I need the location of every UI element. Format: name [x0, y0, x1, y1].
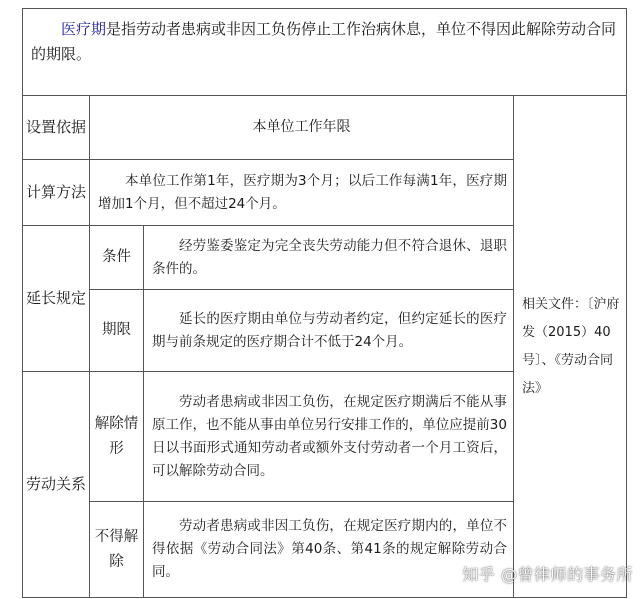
document [22, 8, 626, 588]
condition-text: 经劳鉴委鉴定为完全丧失劳动能力但不符合退休、退职条件的。 [144, 226, 514, 290]
no-terminate-label: 不得解除 [90, 502, 144, 598]
period-label: 期限 [90, 290, 144, 372]
labor-label: 劳动关系 [23, 372, 90, 598]
terminate-label: 解除情形 [90, 372, 144, 502]
period-text: 延长的医疗期由单位与劳动者约定，但约定延长的医疗期与前条规定的医疗期合计不低于24个月。 [144, 290, 514, 372]
basis-label: 设置依据 [23, 96, 90, 160]
calc-value: 本单位工作第1年，医疗期为3个月；以后工作每满1年，医疗期增加1个月，但不超过24个月。 [90, 160, 514, 226]
condition-label: 条件 [90, 226, 144, 290]
calc-label: 计算方法 [23, 160, 90, 226]
zhihu-watermark: 知乎 @曾律师的事务所 [462, 565, 633, 584]
intro-cell [23, 9, 627, 96]
basis-row [23, 96, 627, 160]
basis-value: 本单位工作年限 [90, 96, 514, 160]
intro-text: 是指劳动者患病或非因工负伤停止工作治病休息，单位不得因此解除劳动合同的期限。 [31, 20, 617, 63]
related-documents: 相关文件：〔沪府发（2015）40号〕、《劳动合同法》 [514, 96, 627, 598]
intro-row [23, 9, 627, 96]
medical-period-table [22, 8, 627, 598]
terminate-text: 劳动者患病或非因工负伤，在规定医疗期满后不能从事原工作，也不能从事由单位另行安排工作的，单位应提前30日以书面形式通知劳动者或额外支付劳动者一个月工资后，可以解除劳动合同。 [144, 372, 514, 502]
term-highlight: 医疗期 [61, 20, 107, 38]
no-terminate-text: 劳动者患病或非因工负伤，在规定医疗期内的，单位不得依据《劳动合同法》第40条、第41条的规定解除劳动合同。 [144, 502, 514, 598]
extend-label: 延长规定 [23, 226, 90, 372]
